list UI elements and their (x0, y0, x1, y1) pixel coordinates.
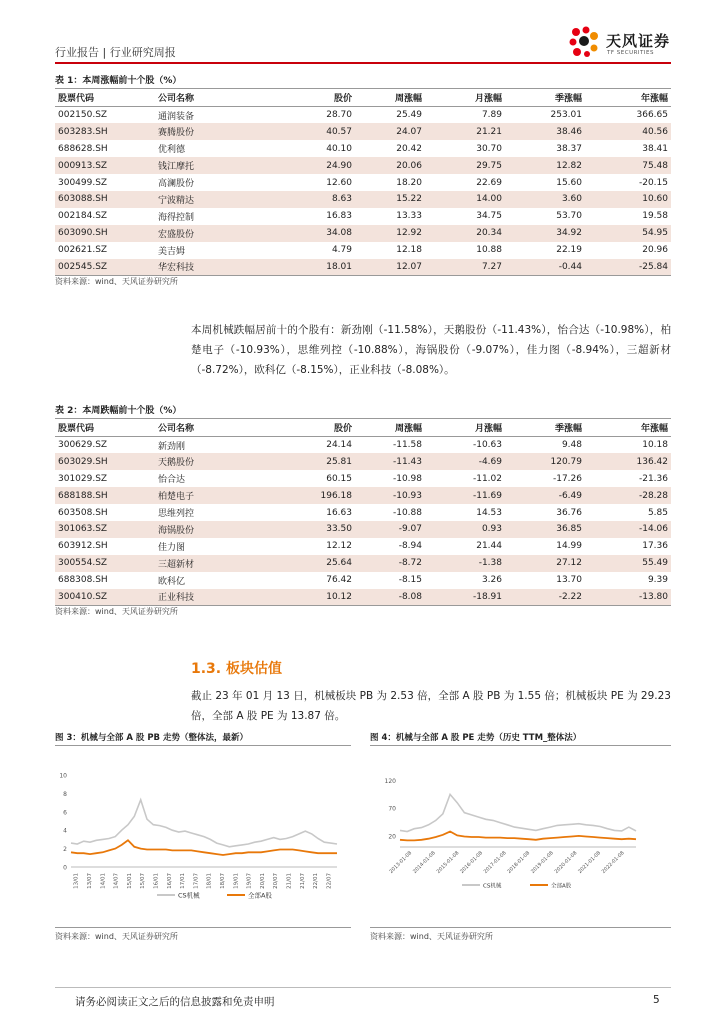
cell-month: 7.27 (425, 259, 505, 276)
cell-month: 14.00 (425, 191, 505, 208)
figure4-rule-bottom (370, 927, 671, 928)
y-tick-label: 10 (59, 772, 67, 780)
cell-week: -8.15 (398, 575, 422, 586)
cell-week: -8.08 (355, 589, 425, 606)
cell-month: -1.38 (425, 555, 505, 572)
table-row (55, 538, 671, 555)
table-row (55, 504, 671, 521)
col-header-week: 周涨幅 (355, 419, 425, 437)
cell-quarter: -17.26 (552, 473, 582, 484)
cell-month: 20.34 (425, 225, 505, 242)
pe-trend-chart (370, 755, 671, 915)
col-header-quarter: 季涨幅 (505, 419, 585, 437)
cell-week: -11.58 (392, 440, 422, 451)
cell-month: -10.63 (472, 440, 502, 451)
table-row (55, 208, 671, 225)
cell-code: 002545.SZ (55, 259, 155, 276)
y-tick-label: 8 (63, 790, 67, 798)
cell-year: 19.58 (642, 211, 668, 222)
cell-code: 688308.SH (58, 575, 108, 586)
cell-month: 29.75 (425, 157, 505, 174)
figure4-source: 资料来源：wind、天风证券研究所 (370, 932, 493, 941)
x-tick-label: 18/01 (206, 873, 213, 889)
cell-week: -11.43 (355, 453, 425, 470)
header-divider (55, 62, 671, 64)
table-row (55, 453, 671, 470)
page-number: 5 (653, 994, 660, 1006)
table-top-decliners (55, 418, 671, 606)
cell-month: -4.69 (425, 453, 505, 470)
cell-year: 17.36 (642, 541, 668, 552)
x-tick-label: 16/07 (166, 873, 173, 889)
x-tick-label: 13/01 (73, 873, 80, 889)
table-header-row (55, 419, 671, 437)
cell-code: 603508.SH (58, 507, 108, 518)
cell-name: 优利德 (158, 145, 186, 156)
col-header-name: 公司名称 (155, 419, 265, 437)
x-tick-label: 22/07 (326, 873, 333, 889)
x-tick-label: 22/01 (313, 873, 320, 889)
cell-year: 10.18 (642, 440, 668, 451)
x-tick-label: 19/01 (233, 873, 240, 889)
x-tick-label: 2018-01-08 (506, 850, 532, 875)
y-tick-label: 0 (63, 864, 67, 872)
x-tick-label: 2022-01-08 (600, 850, 626, 875)
col-header-code: 股票代码 (55, 89, 155, 107)
cell-name: 三超新材 (155, 555, 265, 572)
x-tick-label: 15/01 (126, 873, 133, 889)
table1-caption: 表 1：本周涨幅前十个股（%） (55, 76, 182, 86)
col-header-year: 年涨幅 (585, 419, 671, 437)
cell-year: 5.85 (647, 507, 668, 518)
cell-quarter: 9.48 (561, 440, 582, 451)
cell-week: 20.42 (396, 143, 422, 154)
y-tick-label: 70 (388, 805, 396, 813)
figure4-caption: 图 4：机械与全部 A 股 PE 走势（历史 TTM_整体法） (370, 733, 582, 743)
x-tick-label: 20/07 (273, 873, 280, 889)
cell-name: 海锅股份 (155, 521, 265, 538)
x-tick-label: 15/07 (140, 873, 147, 889)
cell-quarter: 53.70 (556, 211, 582, 222)
cell-code: 300629.SZ (58, 440, 108, 451)
cell-week: 15.22 (355, 191, 425, 208)
cell-week: -8.94 (398, 541, 422, 552)
series-line-0 (400, 794, 636, 831)
legend-label: 全部A股 (551, 883, 572, 890)
col-header-week: 周涨幅 (355, 89, 425, 107)
cell-name: 佳力图 (158, 542, 186, 553)
cell-price: 16.63 (326, 507, 352, 518)
x-tick-label: 13/07 (86, 873, 93, 889)
cell-year: 54.95 (585, 225, 671, 242)
cell-name: 宁波精达 (155, 191, 265, 208)
figure3-source: 资料来源：wind、天风证券研究所 (55, 932, 178, 941)
cell-price: 12.12 (326, 541, 352, 552)
cell-price: 24.90 (265, 157, 355, 174)
x-tick-label: 14/01 (100, 873, 107, 889)
cell-quarter: 120.79 (505, 453, 585, 470)
cell-week: 25.49 (396, 110, 422, 121)
cell-quarter: 253.01 (550, 110, 582, 121)
cell-name: 高澜股份 (158, 179, 195, 189)
table-row (55, 242, 671, 259)
cell-name: 宏盛股份 (155, 225, 265, 242)
cell-name: 钱江摩托 (155, 157, 265, 174)
table-row (55, 157, 671, 174)
cell-week: 20.06 (355, 157, 425, 174)
cell-code: 301029.SZ (58, 473, 108, 484)
logo-mark-icon (566, 26, 602, 60)
cell-quarter: 34.92 (505, 225, 585, 242)
x-tick-label: 2017-01-08 (482, 850, 508, 875)
cell-week: -10.88 (392, 507, 422, 518)
legend-label: CS机械 (483, 883, 502, 890)
cell-month: 21.21 (425, 123, 505, 140)
col-header-month: 月涨幅 (425, 419, 505, 437)
cell-price: 40.10 (326, 143, 352, 154)
table-top-gainers (55, 88, 671, 276)
cell-code: 603283.SH (55, 123, 155, 140)
cell-price: 18.01 (265, 259, 355, 276)
cell-quarter: 12.82 (505, 157, 585, 174)
cell-week: 12.92 (355, 225, 425, 242)
cell-week: 12.07 (355, 259, 425, 276)
cell-code: 300554.SZ (55, 555, 155, 572)
x-tick-label: 21/01 (286, 873, 293, 889)
x-tick-label: 16/01 (153, 873, 160, 889)
table-header-row (55, 89, 671, 107)
table-row (55, 572, 671, 589)
report-header-title: 行业报告 | 行业研究周报 (55, 46, 176, 59)
table2-caption: 表 2：本周跌幅前十个股（%） (55, 406, 182, 416)
y-tick-label: 4 (63, 827, 67, 835)
cell-quarter: 36.76 (556, 507, 582, 518)
col-header-code: 股票代码 (55, 419, 155, 437)
table-row (55, 140, 671, 157)
table-row (55, 107, 671, 124)
cell-price: 8.63 (265, 191, 355, 208)
x-tick-label: 20/01 (259, 873, 266, 889)
cell-price: 4.79 (331, 245, 352, 256)
cell-quarter: 3.60 (505, 191, 585, 208)
cell-price: 196.18 (265, 487, 355, 504)
x-tick-label: 17/07 (193, 873, 200, 889)
cell-price: 76.42 (326, 575, 352, 586)
x-tick-label: 2019-01-08 (530, 850, 555, 875)
cell-name: 欧科亿 (158, 576, 186, 587)
cell-year: -21.36 (638, 473, 668, 484)
table-row (55, 225, 671, 242)
cell-price: 25.81 (265, 453, 355, 470)
decliners-paragraph: 本周机械跌幅居前十的个股有：新劲刚（-11.58%），天鹅股份（-11.43%），怡合达（-10.98%），柏楚电子（-10.93%），思维列控（-10.88%），海锅股份（-9.07%），佳力图（-8.94%），三超新材（-8.72%），欧科亿（-8.15%），正业科技（-8.08%）。 (191, 324, 671, 376)
x-tick-label: 2014-01-08 (412, 850, 437, 875)
cell-name: 正业科技 (155, 589, 265, 606)
table-row (55, 487, 671, 504)
cell-code: 002150.SZ (58, 110, 108, 121)
x-tick-label: 2013-01-08 (388, 850, 414, 875)
cell-price: 60.15 (326, 473, 352, 484)
x-tick-label: 17/01 (180, 873, 187, 889)
cell-name: 海得控制 (158, 212, 195, 223)
col-header-name: 公司名称 (155, 89, 265, 107)
table-row (55, 259, 671, 276)
cell-quarter: -2.22 (505, 589, 585, 606)
cell-year: -25.84 (585, 259, 671, 276)
cell-year: -28.28 (585, 487, 671, 504)
cell-year: 55.49 (585, 555, 671, 572)
figure3-rule-bottom (55, 927, 351, 928)
col-header-year: 年涨幅 (585, 89, 671, 107)
series-line-1 (400, 832, 636, 841)
table-row (55, 437, 671, 454)
cell-name: 思维列控 (158, 509, 195, 519)
col-header-month: 月涨幅 (425, 89, 505, 107)
cell-year: 40.56 (585, 123, 671, 140)
logo-text: 天风证券 (606, 32, 671, 50)
cell-code: 603090.SH (55, 225, 155, 242)
cell-price: 12.60 (326, 177, 352, 188)
cell-price: 40.57 (265, 123, 355, 140)
cell-week: 12.18 (396, 245, 422, 256)
col-header-quarter: 季涨幅 (505, 89, 585, 107)
cell-quarter: 38.46 (505, 123, 585, 140)
y-tick-label: 20 (388, 833, 396, 841)
col-header-price: 股价 (265, 89, 355, 107)
cell-year: 366.65 (636, 110, 668, 121)
cell-week: -9.07 (355, 521, 425, 538)
cell-quarter: 27.12 (505, 555, 585, 572)
cell-week: -8.72 (355, 555, 425, 572)
cell-price: 10.12 (265, 589, 355, 606)
cell-name: 怡合达 (158, 475, 186, 486)
cell-price: 28.70 (326, 110, 352, 121)
cell-code: 300499.SZ (58, 177, 108, 188)
cell-week: 13.33 (396, 211, 422, 222)
cell-price: 16.83 (326, 211, 352, 222)
x-tick-label: 14/07 (113, 873, 120, 889)
pb-trend-chart (55, 755, 351, 915)
cell-quarter: 15.60 (556, 177, 582, 188)
x-tick-label: 2020-01-08 (553, 850, 579, 875)
cell-quarter: 36.85 (505, 521, 585, 538)
y-tick-label: 2 (63, 846, 67, 854)
cell-name: 通润装备 (158, 111, 195, 122)
figure4-rule-top (370, 745, 671, 746)
cell-year: -20.15 (638, 177, 668, 188)
cell-code: 300410.SZ (55, 589, 155, 606)
y-tick-label: 120 (384, 778, 396, 786)
x-tick-label: 2021-01-08 (577, 850, 603, 875)
logo-subtext: TF SECURITIES (607, 50, 654, 56)
cell-year: 75.48 (585, 157, 671, 174)
cell-year: -14.06 (585, 521, 671, 538)
cell-code: 002621.SZ (58, 245, 108, 256)
series-line-1 (71, 840, 337, 855)
table1-source: 资料来源：wind、天风证券研究所 (55, 277, 178, 286)
section-title-valuation: 1.3. 板块估值 (191, 661, 282, 677)
cell-month: -11.02 (472, 473, 502, 484)
x-tick-label: 2016-01-08 (459, 850, 485, 875)
cell-code: 301063.SZ (55, 521, 155, 538)
cell-month: 22.69 (476, 177, 502, 188)
x-tick-label: 2015-01-08 (435, 850, 461, 875)
footer-disclaimer: 请务必阅读正文之后的信息披露和免责申明 (75, 996, 275, 1008)
cell-year: -13.80 (585, 589, 671, 606)
cell-price: 25.64 (265, 555, 355, 572)
cell-year: 20.96 (642, 245, 668, 256)
cell-month: 3.26 (481, 575, 502, 586)
cell-name: 新劲刚 (158, 441, 186, 452)
cell-name: 天鹅股份 (155, 453, 265, 470)
cell-month: 14.53 (476, 507, 502, 518)
cell-code: 603029.SH (55, 453, 155, 470)
cell-month: 7.89 (481, 110, 502, 121)
cell-month: 10.88 (476, 245, 502, 256)
cell-week: 24.07 (355, 123, 425, 140)
cell-code: 002184.SZ (58, 211, 108, 222)
cell-quarter: 14.99 (556, 541, 582, 552)
cell-code: 603088.SH (55, 191, 155, 208)
col-header-price: 股价 (265, 419, 355, 437)
table-row (55, 589, 671, 606)
table-row (55, 521, 671, 538)
cell-name: 赛腾股份 (155, 123, 265, 140)
cell-name: 美吉姆 (158, 246, 186, 257)
x-tick-label: 21/07 (299, 873, 306, 889)
cell-code: 688628.SH (58, 143, 108, 154)
table-row (55, 555, 671, 572)
cell-month: 34.75 (476, 211, 502, 222)
footer-divider (55, 987, 671, 988)
cell-code: 000913.SZ (55, 157, 155, 174)
cell-year: 9.39 (647, 575, 668, 586)
cell-quarter: -6.49 (505, 487, 585, 504)
legend-label: 全部A股 (248, 891, 272, 900)
x-tick-label: 19/07 (246, 873, 253, 889)
cell-name: 柏楚电子 (155, 487, 265, 504)
valuation-paragraph: 截止 23 年 01 月 13 日，机械板块 PB 为 2.53 倍，全部 A 股 PB 为 1.55 倍；机械板块 PE 为 29.23 倍，全部 A 股 PE 为 13.87 倍。 (191, 690, 671, 722)
cell-week: -10.93 (355, 487, 425, 504)
cell-quarter: -0.44 (505, 259, 585, 276)
cell-quarter: 13.70 (556, 575, 582, 586)
cell-month: 0.93 (425, 521, 505, 538)
cell-year: 10.60 (585, 191, 671, 208)
cell-week: -10.98 (392, 473, 422, 484)
table-row (55, 174, 671, 191)
cell-month: 21.44 (476, 541, 502, 552)
cell-year: 136.42 (585, 453, 671, 470)
figure3-rule-top (55, 745, 351, 746)
figure3-caption: 图 3：机械与全部 A 股 PB 走势（整体法，最新） (55, 733, 248, 743)
cell-code: 688188.SH (55, 487, 155, 504)
table-row (55, 191, 671, 208)
legend-label: CS机械 (178, 891, 200, 900)
x-tick-label: 18/07 (219, 873, 226, 889)
series-line-0 (71, 800, 337, 847)
company-logo (566, 26, 676, 60)
cell-month: -11.69 (425, 487, 505, 504)
y-tick-label: 6 (63, 809, 67, 817)
cell-code: 603912.SH (58, 541, 108, 552)
cell-price: 24.14 (326, 440, 352, 451)
table-row (55, 123, 671, 140)
cell-quarter: 38.37 (556, 143, 582, 154)
cell-quarter: 22.19 (556, 245, 582, 256)
table-row (55, 470, 671, 487)
cell-price: 33.50 (265, 521, 355, 538)
cell-year: 38.41 (642, 143, 668, 154)
table2-source: 资料来源：wind、天风证券研究所 (55, 607, 178, 616)
cell-month: -18.91 (425, 589, 505, 606)
cell-price: 34.08 (265, 225, 355, 242)
cell-week: 18.20 (396, 177, 422, 188)
cell-name: 华宏科技 (155, 259, 265, 276)
cell-month: 30.70 (476, 143, 502, 154)
